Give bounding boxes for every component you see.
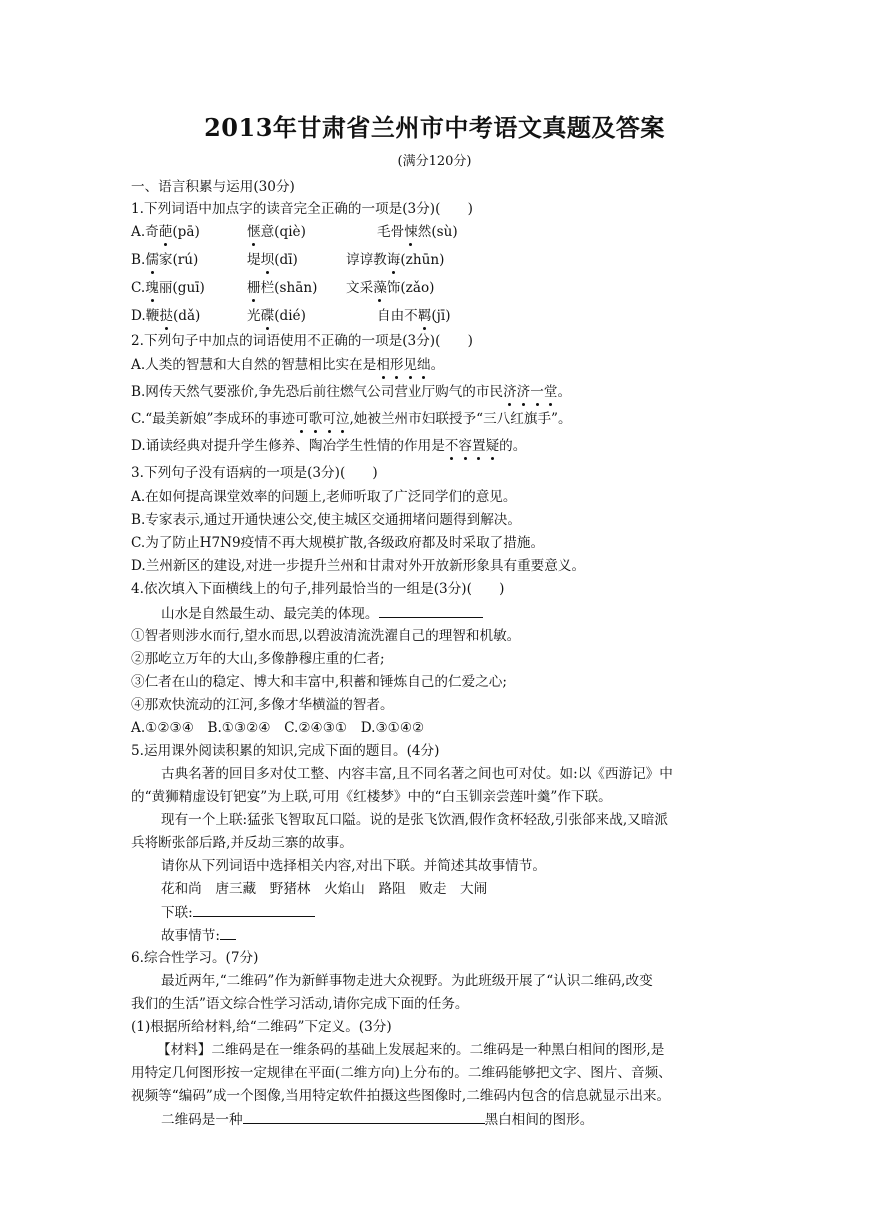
dotted-character: 诲	[386, 252, 401, 268]
question-1-option-item: 光碟(dié)	[247, 308, 306, 324]
dotted-character: 儒	[145, 252, 159, 268]
question-5-word-list: 花和尚 唐三藏 野猪林 火焰山 路阻 败走 大闹	[161, 881, 488, 897]
question-6-material-2: 用特定几何图形按一定规律在平面(二维方向)上分布的。二维码能够把文字、图片、音频、	[131, 1065, 672, 1081]
question-4-lead: 山水是自然最生动、最完美的体现。	[161, 603, 483, 624]
question-3-option-b: B.专家表示,通过开通快速公交,使主城区交通拥堵问题得到解决。	[131, 512, 521, 528]
question-3-option-c: C.为了防止H7N9疫情不再大规模扩散,各级政府都及时采取了措施。	[131, 535, 545, 551]
question-1-option-item: 栅栏(shān)	[247, 280, 318, 296]
question-3-stem: 3.下列句子没有语病的一项是(3分)( )	[131, 465, 378, 481]
question-4-sentence-4: ④那欢快流动的江河,多像才华横溢的智者。	[131, 697, 394, 713]
dotted-character: 悚	[404, 224, 418, 240]
dotted-term: 不容置疑	[444, 438, 500, 454]
dotted-character: 藻	[373, 280, 387, 296]
question-1-stem: 1.下列词语中加点字的读音完全正确的一项是(3分)( )	[131, 201, 473, 217]
dotted-character: 坝	[260, 252, 275, 268]
question-6-sub-1: (1)根据所给材料,给“二维码”下定义。(3分)	[131, 1019, 392, 1035]
question-1-option-item: C.瑰丽(guī)	[131, 280, 205, 296]
question-4-sentence-2: ②那屹立万年的大山,多像静穆庄重的仁者;	[131, 651, 385, 667]
question-1-option-item: 自由不羁(jī)	[377, 308, 451, 324]
question-1-option-item: D.鞭挞(dǎ)	[131, 308, 201, 324]
question-5-para-1a: 古典名著的回目多对仗工整、内容丰富,且不同名著之间也可对仗。如:以《西游记》中	[161, 766, 673, 782]
question-1-option-item: 谆谆教诲(zhūn)	[346, 252, 445, 268]
question-5-stem: 5.运用课外阅读积累的知识,完成下面的题目。(4分)	[131, 743, 440, 759]
question-6-stem: 6.综合性学习。(7分)	[131, 950, 259, 966]
question-1-option-item: A.奇葩(pā)	[131, 224, 200, 240]
dotted-term: 相形见绌	[376, 357, 431, 373]
answer-blank[interactable]	[193, 902, 315, 917]
answer-blank[interactable]	[379, 603, 483, 618]
answer-blank[interactable]	[220, 925, 236, 940]
question-2-stem: 2.下列句子中加点的词语使用不正确的一项是(3分)( )	[131, 333, 473, 349]
section-heading: 一、语言积累与运用(30分)	[131, 179, 295, 195]
question-6-material-1: 【材料】二维码是在一维条码的基础上发展起来的。二维码是一种黑白相间的图形,是	[157, 1042, 665, 1058]
question-2-option-d: D.诵读经典对提升学生修养、陶冶学生性情的作用是不容置疑的。	[131, 438, 527, 454]
question-5-para-3: 请你从下列词语中选择相关内容,对出下联。并简述其故事情节。	[161, 858, 546, 874]
question-4-options: A.①②③④ B.①③②④ C.②④③① D.③①④②	[131, 720, 425, 736]
dotted-character: 挞	[159, 308, 173, 324]
question-5-para-2a: 现有一个上联:猛张飞智取瓦口隘。说的是张飞饮酒,假作贪杯轻敌,引张郃来战,又暗派	[161, 812, 668, 828]
question-3-option-a: A.在如何提高课堂效率的问题上,老师听取了广泛同学们的意见。	[131, 489, 517, 505]
dotted-character: 栅	[247, 280, 261, 296]
page-title: 2013年甘肃省兰州市中考语文真题及答案	[204, 113, 665, 142]
question-4-stem: 4.依次填入下面横线上的句子,排列最恰当的一组是(3分)( )	[131, 581, 505, 597]
question-1-option-item: 堤坝(dī)	[247, 252, 298, 268]
question-1-option-item: B.儒家(rú)	[131, 252, 199, 268]
dotted-character: 瑰	[145, 280, 159, 296]
question-5-para-1b: 的“黄狮精虚设钉钯宴”为上联,可用《红楼梦》中的“白玉钏亲尝莲叶羹”作下联。	[131, 789, 612, 805]
dotted-character: 羁	[417, 308, 432, 324]
question-5-para-2b: 兵将断张郃后路,并反劫三寨的故事。	[131, 835, 353, 851]
question-6-material-3: 视频等“编码”成一个图像,当用特定软件拍摄这些图像时,二维码内包含的信息就显示出来。	[131, 1088, 671, 1104]
question-6-para-1b: 我们的生活”语文综合性学习活动,请你完成下面的任务。	[131, 996, 469, 1012]
question-5-xialian: 下联:	[161, 902, 315, 923]
question-2-option-c: C.“最美新娘”李成环的事迹可歌可泣,她被兰州市妇联授予“三八红旗手”。	[131, 411, 572, 427]
question-6-definition: 二维码是一种 黑白相间的图形。	[161, 1109, 593, 1130]
dotted-character: 碟	[260, 308, 275, 324]
question-5-story: 故事情节:	[161, 925, 236, 946]
dotted-term: 可歌可泣	[295, 411, 350, 427]
question-3-option-d: D.兰州新区的建设,对进一步提升兰州和甘肃对外开放新形象具有重要意义。	[131, 558, 586, 574]
answer-blank[interactable]	[243, 1109, 485, 1124]
question-4-sentence-3: ③仁者在山的稳定、博大和丰富中,积蓄和锤炼自己的仁爱之心;	[131, 674, 507, 690]
dotted-character: 惬	[247, 224, 261, 240]
question-2-option-b: B.网传天然气要涨价,争先恐后前往燃气公司营业厅购气的市民济济一堂。	[131, 384, 572, 400]
question-1-option-item: 惬意(qiè)	[247, 224, 306, 240]
score-note: (满分120分)	[397, 154, 472, 169]
question-4-sentence-1: ①智者则涉水而行,望水而思,以碧波清流洗濯自己的理智和机敏。	[131, 628, 521, 644]
dotted-character: 葩	[158, 224, 173, 240]
question-1-option-item: 文采藻饰(zǎo)	[346, 280, 435, 296]
question-1-option-item: 毛骨悚然(sù)	[377, 224, 458, 240]
question-6-para-1a: 最近两年,“二维码”作为新鲜事物走进大众视野。为此班级开展了“认识二维码,改变	[161, 973, 653, 989]
question-2-option-a: A.人类的智慧和大自然的智慧相比实在是相形见绌。	[131, 357, 445, 373]
dotted-term: 济济一堂	[503, 384, 558, 400]
